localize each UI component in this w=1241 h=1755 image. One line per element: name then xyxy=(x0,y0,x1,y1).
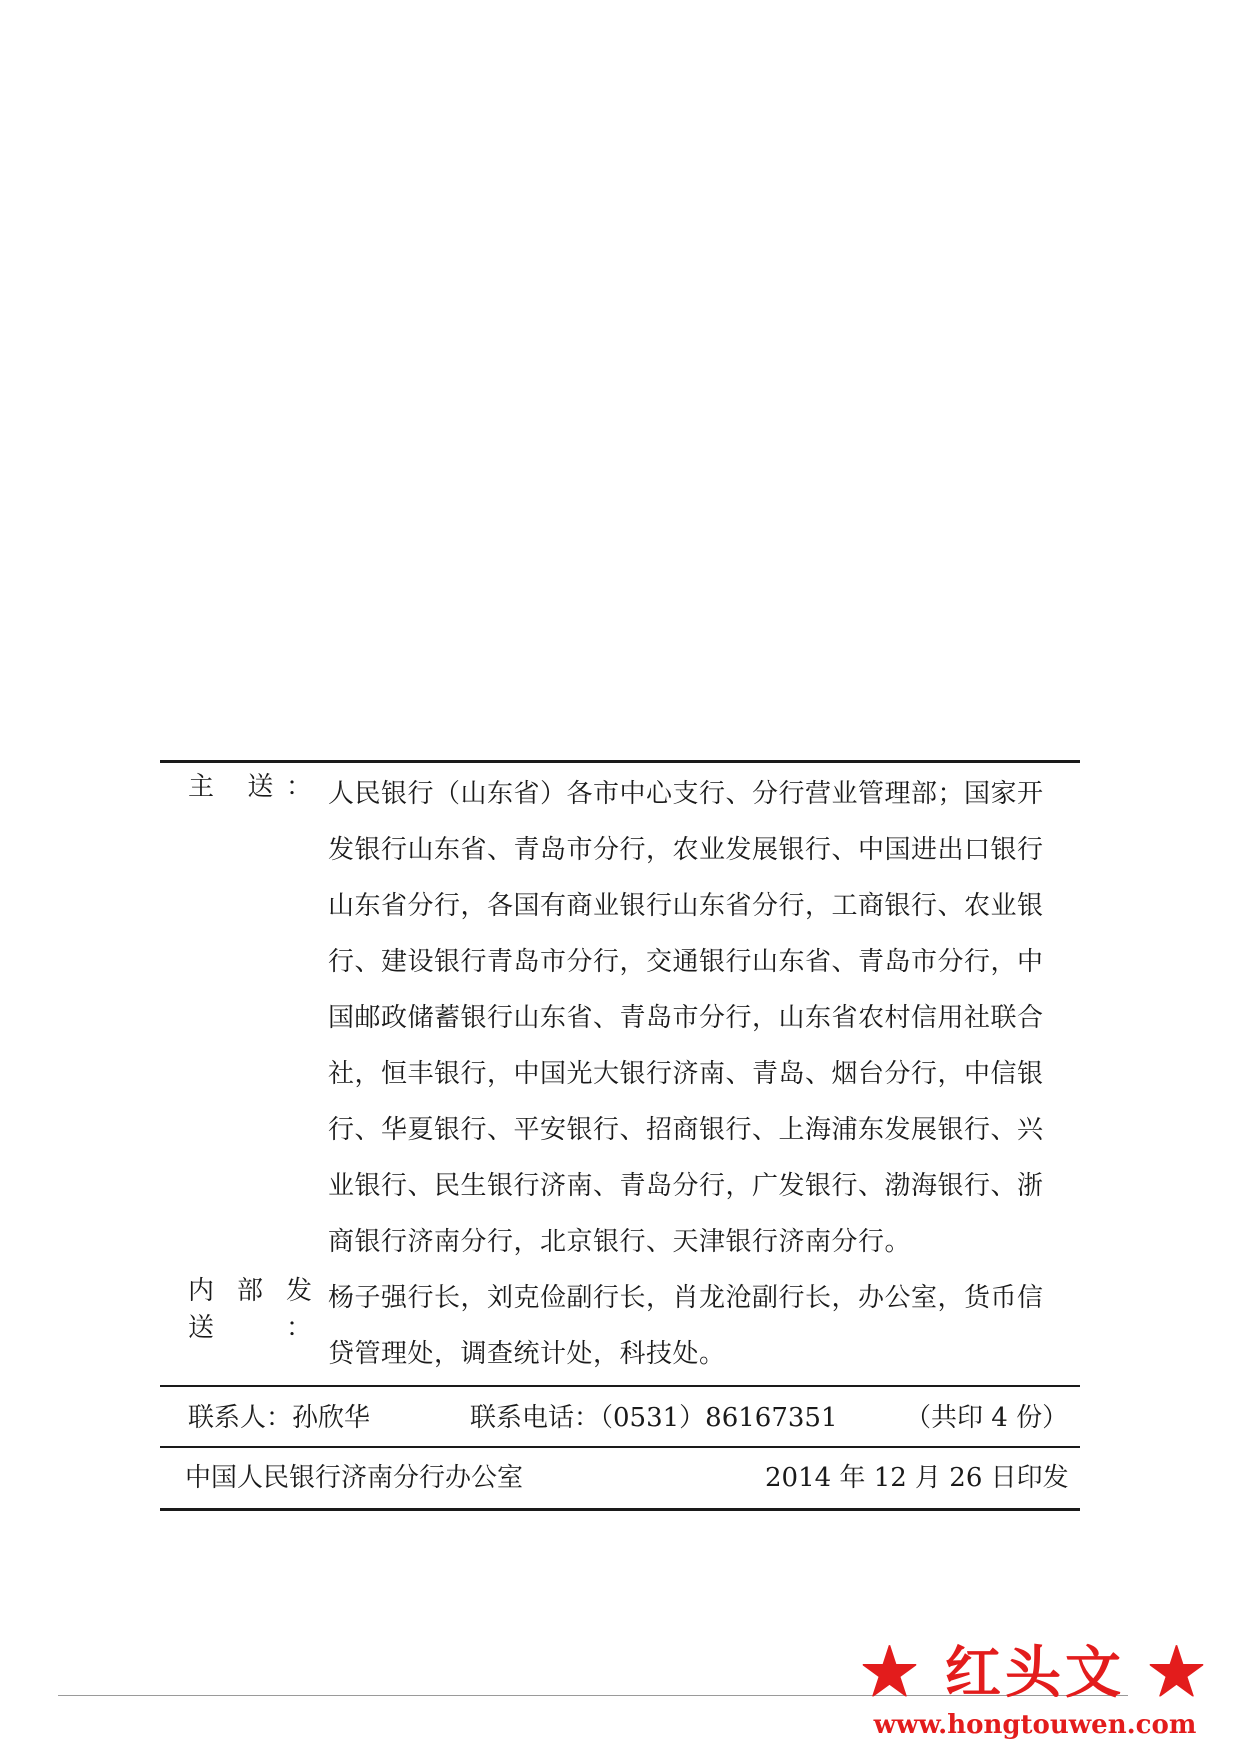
internal-recipients-label: 内部发送： xyxy=(188,1276,312,1343)
main-recipient-line: 国邮政储蓄银行山东省、青岛市分行，山东省农村信用社联合 xyxy=(328,1003,1044,1033)
main-recipient-line: 行、建设银行青岛市分行，交通银行山东省、青岛市分行，中 xyxy=(328,947,1044,977)
watermark-url: www.hongtouwen.com xyxy=(873,1710,1197,1740)
issuing-office: 中国人民银行济南分行办公室 xyxy=(185,1463,524,1493)
main-recipients-list xyxy=(328,766,1080,1270)
internal-recipients-list xyxy=(328,1270,1080,1382)
contact-phone: 联系电话：（0531）86167351 xyxy=(470,1403,838,1433)
issue-date: 2014 年 12 月 26 日印发 xyxy=(765,1463,1069,1493)
internal-recipient-line: 贷管理处，调查统计处，科技处。 xyxy=(328,1339,726,1369)
issuer-row xyxy=(160,1450,1080,1506)
contact-top-rule xyxy=(160,1385,1080,1387)
main-recipient-line: 业银行、民生银行济南、青岛分行，广发银行、渤海银行、浙 xyxy=(328,1171,1044,1201)
main-recipient-line: 人民银行（山东省）各市中心支行、分行营业管理部；国家开 xyxy=(328,779,1044,809)
watermark-title: ★ 红头文 ★ xyxy=(861,1640,1209,1706)
main-recipient-line: 商银行济南分行，北京银行、天津银行济南分行。 xyxy=(328,1227,912,1257)
contact-person: 联系人：孙欣华 xyxy=(188,1403,371,1433)
bottom-rule xyxy=(160,1508,1080,1511)
main-recipient-line: 山东省分行，各国有商业银行山东省分行，工商银行、农业银 xyxy=(328,891,1044,921)
main-recipient-line: 发银行山东省、青岛市分行，农业发展银行、中国进出口银行 xyxy=(328,835,1044,865)
main-recipient-line: 社，恒丰银行，中国光大银行济南、青岛、烟台分行，中信银 xyxy=(328,1059,1044,1089)
main-recipients-label: 主 送： xyxy=(188,772,312,802)
issuer-top-rule xyxy=(160,1446,1080,1448)
watermark-logo xyxy=(850,1640,1220,1750)
contact-row xyxy=(160,1390,1080,1446)
copies-count: （共印 4 份） xyxy=(905,1403,1069,1433)
top-rule xyxy=(160,760,1080,763)
main-recipient-line: 行、华夏银行、平安银行、招商银行、上海浦东发展银行、兴 xyxy=(328,1115,1044,1145)
internal-recipient-line: 杨子强行长，刘克俭副行长，肖龙沧副行长，办公室，货币信 xyxy=(328,1283,1044,1313)
